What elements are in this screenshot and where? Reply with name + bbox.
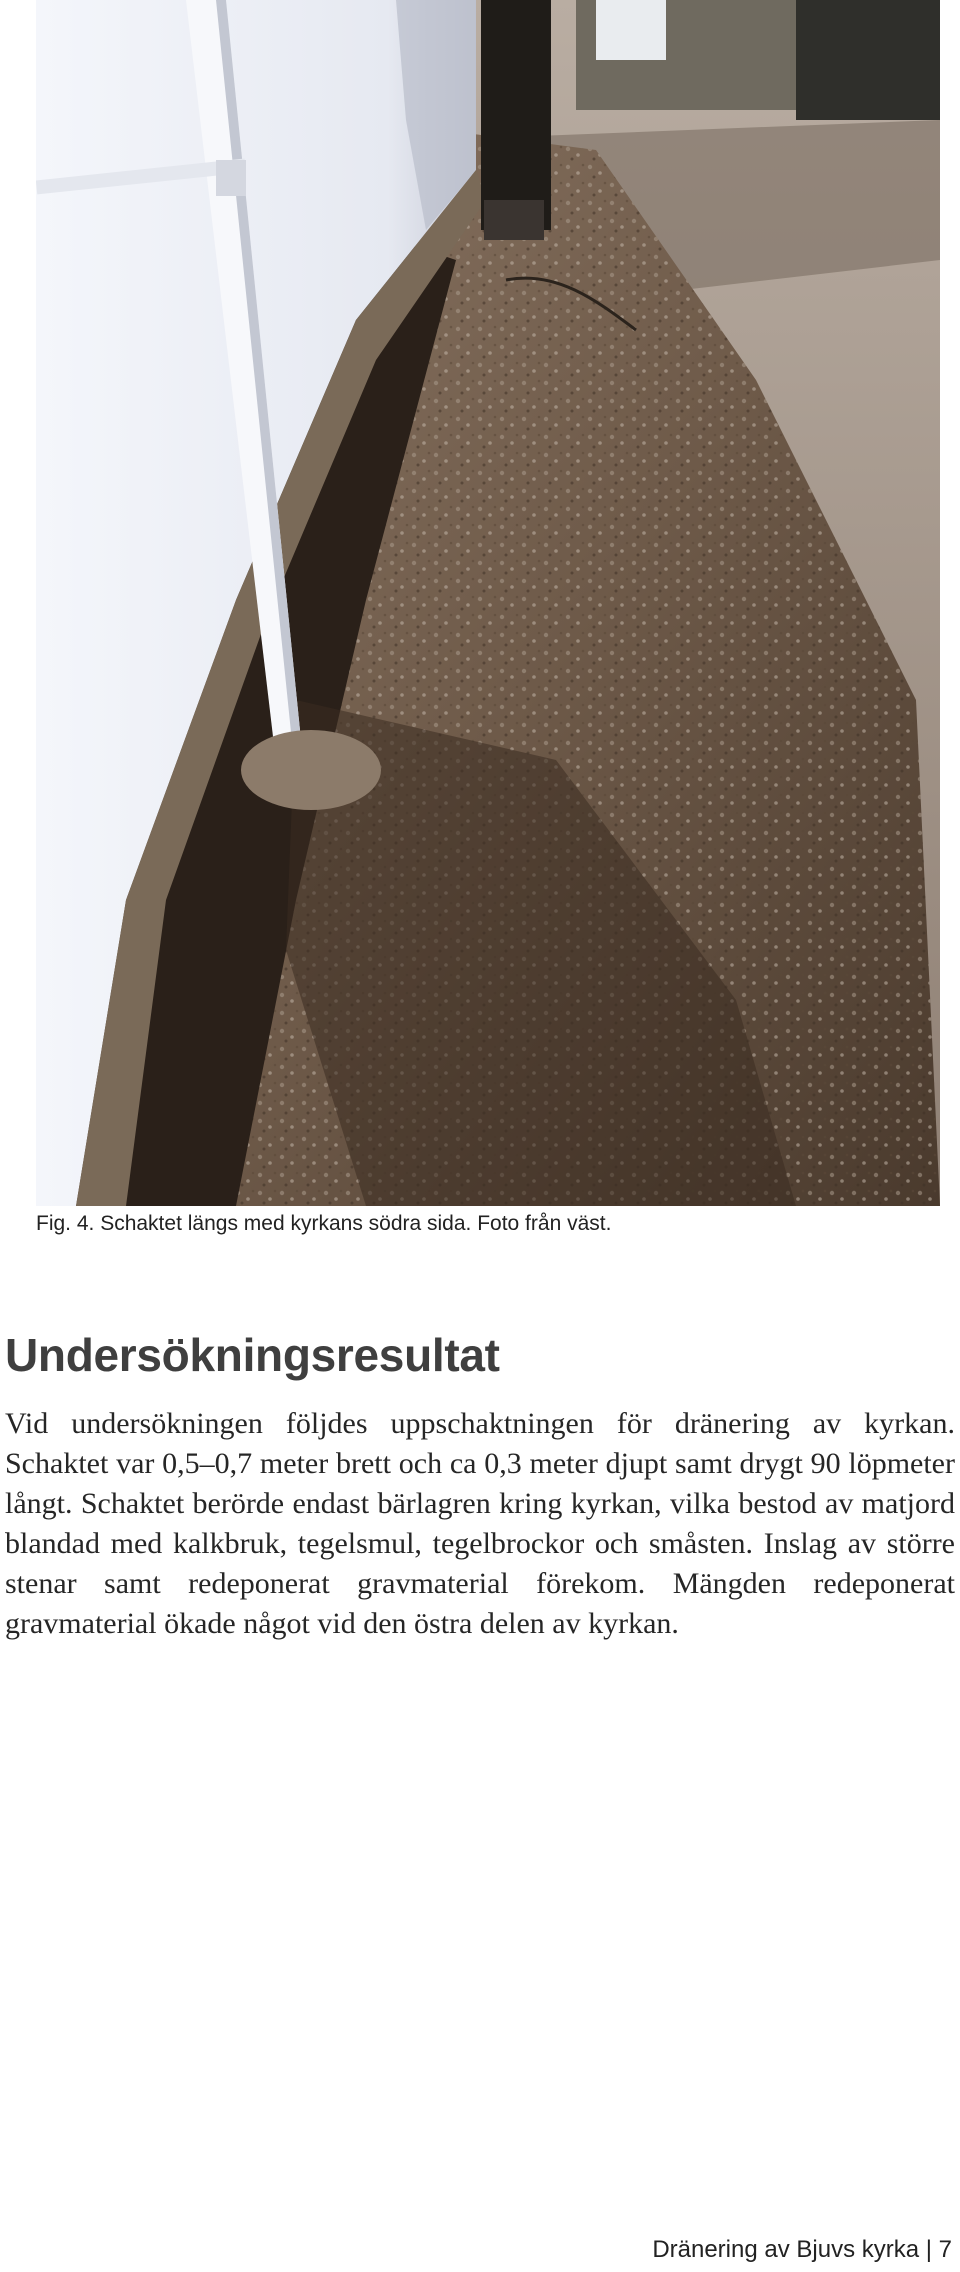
figure-caption: Fig. 4. Schaktet längs med kyrkans södra sida. Foto från väst. bbox=[36, 1212, 612, 1235]
section-paragraph: Vid undersökningen följdes uppschaktningen för dränering av kyrkan. Schaktet var 0,5–0,7 meter brett och ca 0,3 meter djupt samt drygt 90 löpmeter långt. Schaktet berörde endast bärlagren kring kyrkan, vilka bestod av matjord blandad med kalkbruk, tegelsmul, tegelbrockor och småsten. Inslag av större stenar samt redeponerat gravmaterial förekom. Mängden redeponerat gravmaterial ökade något vid den östra delen av kyrkan. bbox=[5, 1407, 955, 1640]
figure-photo bbox=[36, 0, 940, 1206]
page-footer: Dränering av Bjuvs kyrka | 7 bbox=[652, 2236, 952, 2263]
photo-trench-icon bbox=[36, 0, 940, 1206]
section-heading: Undersökningsresultat bbox=[5, 1329, 500, 1381]
